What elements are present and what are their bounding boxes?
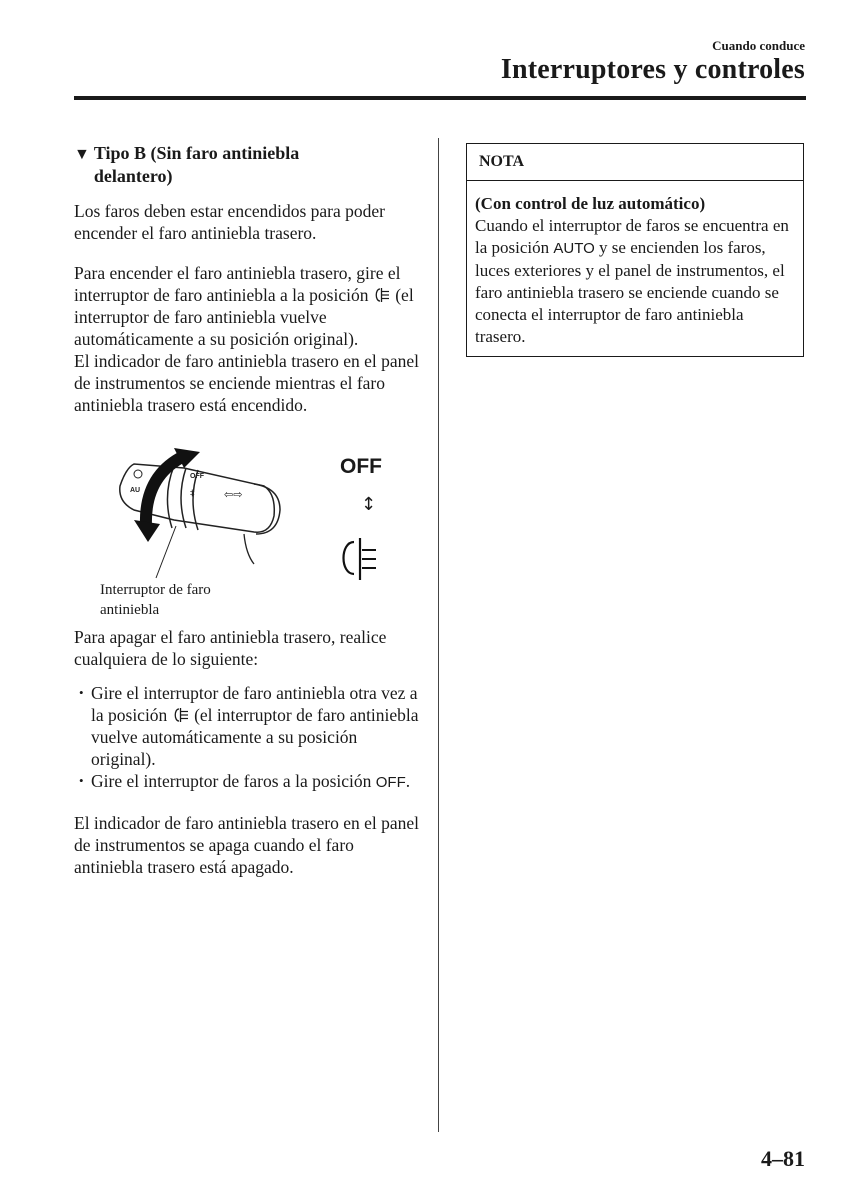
note-box xyxy=(466,143,804,357)
list-item xyxy=(74,770,424,794)
paragraph-5: El indicador de faro antiniebla trasero en el panel de instrumentos se apaga cuando el faro antiniebla trasero está apagado. xyxy=(74,813,419,877)
svg-text:AU: AU xyxy=(130,487,141,494)
paragraph-4: Para apagar el faro antiniebla trasero, realice cualquiera de lo siguiente: xyxy=(74,627,387,669)
section-heading xyxy=(74,142,424,188)
bullet-2-off: OFF xyxy=(375,774,406,791)
svg-text:OFF: OFF xyxy=(190,473,204,480)
bullet-1-text-b: (el interruptor de faro antiniebla vuelve automáticamente a su posición original). xyxy=(91,705,419,769)
up-down-arrow-icon: ↕ xyxy=(361,494,377,515)
figure-caption-line-1: Interruptor de faro xyxy=(100,582,211,598)
list-item xyxy=(74,682,424,770)
bullet-1-text-a: Gire el interruptor de faro antiniebla otra vez a la posición xyxy=(91,683,418,725)
note-body xyxy=(467,181,803,348)
off-label: OFF xyxy=(340,455,382,478)
paragraph-2 xyxy=(74,262,424,350)
fog-switch-illustration xyxy=(74,446,424,624)
column-divider xyxy=(438,138,439,1132)
svg-text:⇦⇨: ⇦⇨ xyxy=(224,488,243,501)
figure-caption-line-2: antiniebla xyxy=(100,602,160,618)
paragraph-2-text-b: (el interruptor de faro antiniebla vuelve automáticamente a su posición original). xyxy=(74,285,414,349)
paragraph-1: Los faros deben estar encendidos para poder encender el faro antiniebla trasero. xyxy=(74,201,385,243)
page-number: 4–81 xyxy=(761,1146,805,1171)
rear-fog-light-icon xyxy=(373,287,391,303)
paragraph-3: El indicador de faro antiniebla trasero en el panel de instrumentos se enciende mientras el faro antiniebla trasero está encendido. xyxy=(74,351,419,415)
bullet-list xyxy=(74,682,424,794)
left-column xyxy=(74,142,424,878)
note-text-a: Cuando el interruptor de faros se encuentra en la posición xyxy=(475,216,789,257)
note-text xyxy=(475,215,795,348)
note-auto: AUTO xyxy=(553,240,595,257)
note-text-b: y se encienden los faros, luces exteriores y el panel de instrumentos, el faro antiniebla trasero se enciende cuando se conecta el interruptor de faro antiniebla trasero. xyxy=(475,238,785,346)
bullet-2-text-a: Gire el interruptor de faros a la posición xyxy=(91,771,376,791)
rear-fog-light-icon xyxy=(172,707,190,723)
note-subheading: (Con control de luz automático) xyxy=(475,194,706,213)
section-heading-text: Tipo B (Sin faro antiniebla delantero) xyxy=(93,143,300,186)
note-heading: NOTA xyxy=(467,144,803,181)
section-label: Cuando conduce xyxy=(712,38,805,53)
page-title: Interruptores y controles xyxy=(500,54,805,85)
paragraph-2-text-a: Para encender el faro antiniebla trasero, gire el interruptor de faro antiniebla a la posición xyxy=(74,263,401,305)
triangle-marker-icon: ▼ xyxy=(74,146,90,163)
bullet-2-text-c: . xyxy=(405,771,411,791)
svg-text:‡: ‡ xyxy=(190,489,195,499)
figure-caption xyxy=(100,580,211,620)
header-rule xyxy=(74,96,806,100)
